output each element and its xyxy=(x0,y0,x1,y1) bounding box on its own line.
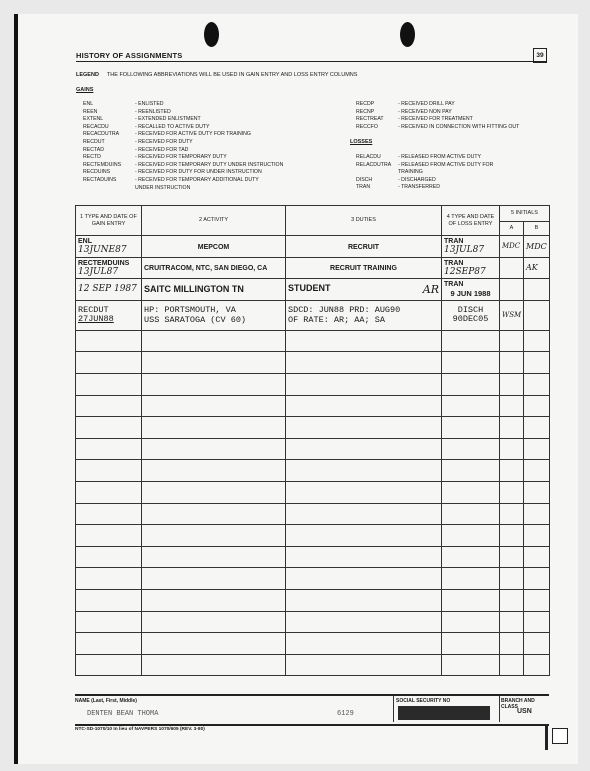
blank-cell xyxy=(76,373,142,395)
blank-cell xyxy=(286,503,442,525)
blank-cell xyxy=(500,525,524,547)
blank-cell xyxy=(442,417,500,439)
loss-cell xyxy=(442,279,500,301)
abbr-code: RECTEMDUINS xyxy=(83,161,122,168)
blank-cell xyxy=(286,438,442,460)
loss-type: DISCH xyxy=(457,305,484,316)
activity-text: HP: PORTSMOUTH, VA xyxy=(144,305,236,316)
blank-cell xyxy=(500,395,524,417)
branch-label: BRANCH AND CLASS xyxy=(501,698,535,710)
blank-cell xyxy=(524,654,550,676)
blank-row xyxy=(76,503,550,525)
loss-type: TRAN xyxy=(444,281,464,289)
extra-value: 6129 xyxy=(337,710,354,718)
gain-type: RECTEMDUINS xyxy=(78,259,130,267)
abbr-code xyxy=(83,185,135,193)
blank-cell xyxy=(524,460,550,482)
table-row xyxy=(76,236,550,258)
abbr-desc: - TRANSFERRED xyxy=(398,184,440,191)
loss-type: TRAN xyxy=(444,259,464,267)
abbr-row xyxy=(356,177,493,185)
blank-cell xyxy=(286,568,442,590)
table-row xyxy=(76,279,550,301)
gains-list xyxy=(83,101,283,192)
blank-cell xyxy=(500,654,524,676)
blank-row xyxy=(76,395,550,417)
activity-cell xyxy=(142,236,286,258)
page-number: 39 xyxy=(533,48,547,63)
ssn-label: SOCIAL SECURITY NO xyxy=(396,698,451,704)
blank-cell xyxy=(500,633,524,655)
blank-row xyxy=(76,481,550,503)
blank-cell xyxy=(524,417,550,439)
legend xyxy=(76,72,357,78)
blank-cell xyxy=(500,373,524,395)
abbr-row xyxy=(83,109,283,117)
blank-cell xyxy=(500,460,524,482)
abbr-desc: - EXTENDED ENLISTMENT xyxy=(135,116,201,123)
duties-cell xyxy=(286,236,442,258)
legend-label: LEGEND xyxy=(76,72,99,78)
blank-cell xyxy=(524,330,550,352)
blank-cell xyxy=(76,546,142,568)
corner-mark xyxy=(545,726,548,750)
gain-date: 12 SEP 1987 xyxy=(78,283,137,294)
abbr-row xyxy=(356,184,493,192)
blank-row xyxy=(76,611,550,633)
blank-cell xyxy=(286,417,442,439)
gain-date: 27JUN88 xyxy=(78,314,114,325)
abbr-desc: - RECEIVED IN CONNECTION WITH FITTING OUT xyxy=(398,123,520,130)
abbr-desc: - RECEIVED FOR TREATMENT xyxy=(398,116,473,123)
gain-type: ENL xyxy=(78,238,92,246)
blank-cell xyxy=(500,481,524,503)
blank-cell xyxy=(142,525,286,547)
punch-hole-left xyxy=(204,22,219,47)
blank-cell xyxy=(142,633,286,655)
blank-cell xyxy=(76,503,142,525)
blank-cell xyxy=(500,503,524,525)
initials-a-cell: WSM xyxy=(500,300,524,330)
duties-text: STUDENT xyxy=(288,282,331,293)
abbr-desc: TRAINING xyxy=(398,169,423,176)
blank-row xyxy=(76,633,550,655)
blank-cell xyxy=(442,352,500,374)
abbr-desc: - RECEIVED NON PAY xyxy=(398,108,452,115)
abbr-desc: - RELEASED FROM ACTIVE DUTY FOR xyxy=(398,161,494,168)
blank-cell xyxy=(524,568,550,590)
blank-row xyxy=(76,546,550,568)
gain-cell xyxy=(76,257,142,279)
blank-cell xyxy=(524,481,550,503)
abbr-code: REEN xyxy=(83,108,98,115)
duties-cell xyxy=(286,300,442,330)
abbr-desc: UNDER INSTRUCTION xyxy=(135,184,191,191)
blank-cell xyxy=(142,417,286,439)
blank-cell xyxy=(142,546,286,568)
abbr-row xyxy=(356,154,493,162)
blank-cell xyxy=(500,417,524,439)
blank-cell xyxy=(442,481,500,503)
abbr-row xyxy=(83,162,283,170)
loss-date: 13JUL87 xyxy=(444,245,485,256)
gain-cell xyxy=(76,236,142,258)
abbr-code: RECTREAT xyxy=(356,116,384,123)
blank-cell xyxy=(142,438,286,460)
col-activity-header: 2 ACTIVITY xyxy=(142,206,286,236)
abbr-code: RELACDU xyxy=(356,154,381,160)
abbr-row xyxy=(83,139,283,147)
abbr-row xyxy=(83,101,283,109)
loss-date: 90DEC05 xyxy=(452,314,489,325)
form-identifier: NTC-SD-1070/10 In lieu of NAVPERS 1070/605 (REV. 3-80) xyxy=(75,727,205,732)
loss-date: 12SEP87 xyxy=(444,266,486,277)
blank-cell xyxy=(524,503,550,525)
blank-cell xyxy=(76,438,142,460)
initials-a-cell xyxy=(500,257,524,279)
activity-cell xyxy=(142,300,286,330)
blank-cell xyxy=(76,352,142,374)
blank-row xyxy=(76,460,550,482)
abbr-row xyxy=(356,124,519,132)
abbr-desc: - RECEIVED FOR TAD xyxy=(135,146,189,153)
blank-cell xyxy=(286,633,442,655)
blank-cell xyxy=(142,460,286,482)
blank-cell xyxy=(142,589,286,611)
abbr-desc: - RECEIVED FOR TEMPORARY ADDITIONAL DUTY xyxy=(135,176,259,183)
blank-cell xyxy=(76,395,142,417)
corner-box xyxy=(552,728,568,744)
blank-row xyxy=(76,568,550,590)
abbr-code xyxy=(356,169,398,177)
blank-cell xyxy=(442,654,500,676)
blank-cell xyxy=(500,589,524,611)
abbr-code: RECDUT xyxy=(83,138,105,145)
abbr-row xyxy=(356,169,493,177)
abbr-code: RECNP xyxy=(356,108,375,115)
abbr-row xyxy=(83,169,283,177)
col-loss-header: 4 TYPE AND DATE OF LOSS ENTRY xyxy=(442,206,500,236)
initials-b-cell: AK xyxy=(524,257,550,279)
punch-hole-right xyxy=(400,22,415,47)
branch-value: USN xyxy=(517,708,532,715)
activity-cell xyxy=(142,279,286,301)
blank-cell xyxy=(442,546,500,568)
activity-text-2: USS SARATOGA (CV 60) xyxy=(144,315,247,326)
abbr-row xyxy=(83,177,283,185)
abbr-row xyxy=(83,131,283,139)
loss-cell xyxy=(442,236,500,258)
blank-cell xyxy=(142,352,286,374)
blank-cell xyxy=(286,352,442,374)
blank-cell xyxy=(442,373,500,395)
gain-cell xyxy=(76,279,142,301)
blank-cell xyxy=(76,330,142,352)
name-label: NAME (Last, First, Middle) xyxy=(75,698,137,704)
abbr-desc: - RECEIVED FOR TEMPORARY DUTY UNDER INSTRUCTION xyxy=(135,161,284,168)
loss-cell xyxy=(442,300,500,330)
blank-cell xyxy=(524,633,550,655)
blank-row xyxy=(76,330,550,352)
gain-type: RECDUT xyxy=(78,305,109,316)
blank-cell xyxy=(142,373,286,395)
abbr-row xyxy=(356,162,493,170)
blank-cell xyxy=(500,330,524,352)
activity-text: SAITC MILLINGTON TN xyxy=(144,284,244,295)
blank-cell xyxy=(500,546,524,568)
initials-a-cell: MDC xyxy=(500,236,524,258)
blank-row xyxy=(76,352,550,374)
activity-text: MEPCOM xyxy=(197,243,230,251)
blank-cell xyxy=(442,611,500,633)
activity-text: CRUITRACOM, NTC, SAN DIEGO, CA xyxy=(144,265,268,273)
blank-cell xyxy=(500,611,524,633)
blank-cell xyxy=(76,525,142,547)
abbr-desc: - ENLISTED xyxy=(135,101,164,107)
abbr-desc: - RECALLED TO ACTIVE DUTY xyxy=(135,123,210,130)
blank-cell xyxy=(286,654,442,676)
abbr-row xyxy=(356,101,519,109)
abbr-code: ENL xyxy=(83,101,94,107)
activity-cell xyxy=(142,257,286,279)
ssn-redaction xyxy=(398,706,490,720)
blank-cell xyxy=(524,352,550,374)
abbr-code: DISCH xyxy=(356,176,373,183)
abbr-code: TRAN xyxy=(356,184,371,191)
abbr-desc: - REENLISTED xyxy=(135,108,171,115)
blank-cell xyxy=(76,417,142,439)
blank-cell xyxy=(442,395,500,417)
losses-heading: LOSSES xyxy=(350,139,373,145)
abbr-code: RECCFO xyxy=(356,123,378,130)
blank-cell xyxy=(142,568,286,590)
blank-row xyxy=(76,654,550,676)
abbr-code: RECDUINS xyxy=(83,169,111,176)
legend-text: THE FOLLOWING ABBREVIATIONS WILL BE USED IN GAIN ENTRY AND LOSS ENTRY COLUMNS xyxy=(106,72,358,78)
abbr-desc: - DISCHARGED xyxy=(398,176,436,183)
col-initials-a: A xyxy=(500,221,524,235)
loss-type: TRAN xyxy=(444,238,464,246)
gain-cell xyxy=(76,300,142,330)
initials-b-cell xyxy=(524,279,550,301)
col-initials-b: B xyxy=(524,221,550,235)
abbr-code: RECDP xyxy=(356,101,375,107)
blank-cell xyxy=(286,330,442,352)
blank-row xyxy=(76,525,550,547)
abbr-code: RECTADUINS xyxy=(83,176,117,183)
page-title: HISTORY OF ASSIGNMENTS xyxy=(76,51,183,60)
blank-cell xyxy=(442,525,500,547)
duties-text: RECRUIT xyxy=(347,243,380,251)
blank-cell xyxy=(286,546,442,568)
blank-cell xyxy=(286,525,442,547)
abbr-code: EXTENL xyxy=(83,116,104,123)
abbr-desc: - RELEASED FROM ACTIVE DUTY xyxy=(398,154,482,160)
blank-cell xyxy=(286,373,442,395)
blank-cell xyxy=(142,503,286,525)
blank-cell xyxy=(142,481,286,503)
blank-cell xyxy=(286,395,442,417)
blank-cell xyxy=(76,633,142,655)
abbr-desc: - RECEIVED DRILL PAY xyxy=(398,101,455,107)
blank-cell xyxy=(76,568,142,590)
blank-cell xyxy=(76,654,142,676)
blank-cell xyxy=(524,589,550,611)
blank-cell xyxy=(524,438,550,460)
loss-date: 9 JUN 1988 xyxy=(450,289,491,299)
blank-cell xyxy=(76,460,142,482)
initials-a-cell xyxy=(500,279,524,301)
abbr-desc: - RECEIVED FOR TEMPORARY DUTY xyxy=(135,154,227,161)
abbr-row xyxy=(83,147,283,155)
assignments-table xyxy=(75,205,550,676)
blank-row xyxy=(76,417,550,439)
loss-cell xyxy=(442,257,500,279)
duties-cell xyxy=(286,257,442,279)
table-row xyxy=(76,257,550,279)
blank-cell xyxy=(442,438,500,460)
blank-cell xyxy=(142,611,286,633)
initials-b-cell xyxy=(524,300,550,330)
gain-date: 13JUNE87 xyxy=(78,245,127,256)
initials-b-cell: MDC xyxy=(524,236,550,258)
blank-cell xyxy=(286,481,442,503)
blank-cell xyxy=(76,481,142,503)
blank-cell xyxy=(442,330,500,352)
title-rule xyxy=(76,61,546,62)
abbr-desc: - RECEIVED FOR ACTIVE DUTY FOR TRAINING xyxy=(135,131,251,138)
name-value: DENTEN BEAN THOMA xyxy=(87,710,159,718)
duties-text: RECRUIT TRAINING xyxy=(330,265,397,273)
blank-cell xyxy=(500,438,524,460)
blank-cell xyxy=(442,503,500,525)
abbr-row xyxy=(83,116,283,124)
duties-text-2: OF RATE: AR; AA; SA xyxy=(288,315,385,326)
blank-row xyxy=(76,589,550,611)
blank-cell xyxy=(442,568,500,590)
blank-cell xyxy=(500,568,524,590)
gain-date: 13JUL87 xyxy=(78,266,119,277)
blank-cell xyxy=(500,352,524,374)
abbr-row xyxy=(83,185,283,193)
abbr-desc: - RECEIVED FOR DUTY xyxy=(135,138,193,145)
blank-cell xyxy=(76,589,142,611)
gains-heading: GAINS xyxy=(76,87,94,93)
abbr-code: RECTD xyxy=(83,154,101,161)
col-duties-header: 3 DUTIES xyxy=(286,206,442,236)
duties-text: SDCD: JUN88 PRD: AUG90 xyxy=(288,305,401,316)
abbr-code: RECTAD xyxy=(83,146,104,153)
blank-cell xyxy=(524,546,550,568)
blank-cell xyxy=(524,395,550,417)
blank-cell xyxy=(524,611,550,633)
right-gains-list xyxy=(356,101,519,131)
blank-row xyxy=(76,438,550,460)
abbr-code: RECACDUTRA xyxy=(83,131,120,138)
duties-cell xyxy=(286,279,442,301)
blank-cell xyxy=(286,460,442,482)
col-initials-header: 5 INITIALS xyxy=(500,206,550,222)
blank-row xyxy=(76,373,550,395)
blank-cell xyxy=(142,654,286,676)
abbr-row xyxy=(356,109,519,117)
abbr-code: RELACDUTRA xyxy=(356,161,392,168)
abbr-row xyxy=(83,154,283,162)
blank-cell xyxy=(286,611,442,633)
duties-note: AR xyxy=(422,282,439,296)
blank-cell xyxy=(442,460,500,482)
blank-cell xyxy=(442,633,500,655)
abbr-row xyxy=(83,124,283,132)
blank-cell xyxy=(442,589,500,611)
losses-list xyxy=(356,154,493,192)
blank-cell xyxy=(524,373,550,395)
abbr-row xyxy=(356,116,519,124)
abbr-desc: - RECEIVED FOR DUTY FOR UNDER INSTRUCTION xyxy=(135,169,262,176)
blank-cell xyxy=(142,395,286,417)
table-row xyxy=(76,300,550,330)
blank-cell xyxy=(524,525,550,547)
blank-cell xyxy=(142,330,286,352)
blank-cell xyxy=(76,611,142,633)
abbr-code: RECACDU xyxy=(83,123,109,130)
col-gain-header: 1 TYPE AND DATE OF GAIN ENTRY xyxy=(76,206,142,236)
blank-cell xyxy=(286,589,442,611)
